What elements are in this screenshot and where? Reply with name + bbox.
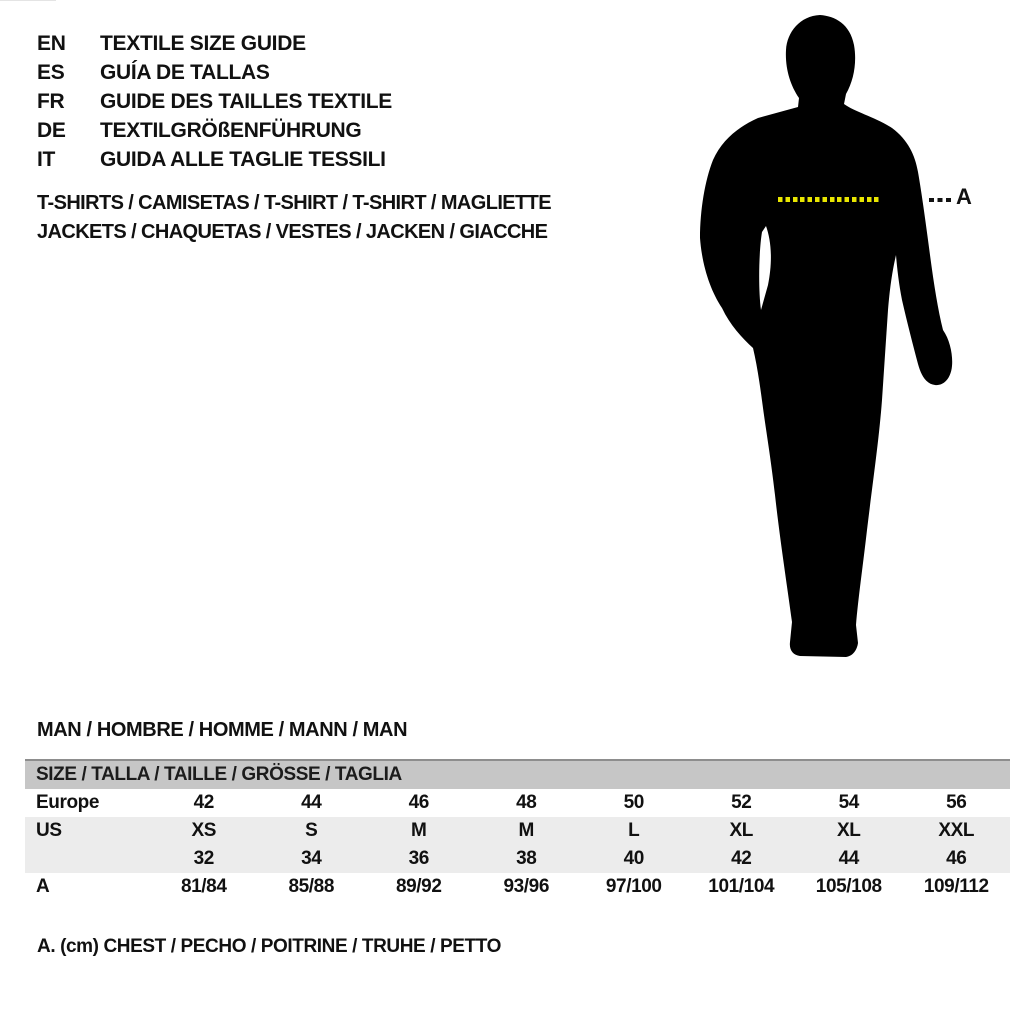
footnote-chest: A. (cm) CHEST / PECHO / POITRINE / TRUHE / PETTO: [37, 936, 501, 957]
chest-measure-dotted-line: [778, 197, 881, 202]
man-silhouette-path: [700, 15, 952, 657]
language-label: GUÍA DE TALLAS: [100, 60, 270, 84]
language-list: [37, 29, 392, 174]
table-cell: 52: [731, 792, 752, 813]
language-row: [37, 58, 392, 87]
table-row: [25, 789, 1010, 817]
language-row: [37, 87, 392, 116]
table-cell: 46: [408, 792, 429, 813]
table-row: [25, 817, 1010, 845]
man-silhouette-svg: [660, 0, 1024, 680]
table-cell: 44: [301, 792, 322, 813]
category-list: [37, 189, 551, 247]
language-label: TEXTILE SIZE GUIDE: [100, 31, 306, 55]
table-row-label: US: [36, 820, 62, 841]
size-table-container: [25, 759, 1010, 901]
category-line-tshirts: T-SHIRTS / CAMISETAS / T-SHIRT / T-SHIRT / MAGLIETTE: [37, 192, 551, 214]
table-cell: 44: [838, 848, 859, 869]
table-cell: 85/88: [288, 876, 335, 897]
table-cell: XL: [729, 820, 753, 841]
table-cell: 40: [623, 848, 644, 869]
table-cell: 81/84: [180, 876, 227, 897]
table-cell: 56: [946, 792, 967, 813]
image-edge-artifact: [0, 0, 56, 1]
measure-dash-connector: [929, 198, 954, 202]
table-cell: M: [518, 820, 534, 841]
table-cell: 50: [623, 792, 644, 813]
language-label: GUIDA ALLE TAGLIE TESSILI: [100, 147, 386, 171]
table-cell: 46: [946, 848, 967, 869]
size-table: [25, 759, 1010, 901]
table-cell: S: [305, 820, 318, 841]
language-code: ES: [37, 60, 65, 84]
language-label: GUIDE DES TAILLES TEXTILE: [100, 89, 392, 113]
language-code: IT: [37, 147, 56, 171]
table-cell: 54: [838, 792, 859, 813]
section-title-man: MAN / HOMBRE / HOMME / MANN / MAN: [37, 719, 408, 741]
table-cell: 93/96: [503, 876, 550, 897]
table-cell: 42: [193, 792, 214, 813]
table-cell: XL: [837, 820, 861, 841]
table-row: [25, 845, 1010, 873]
language-code: FR: [37, 89, 65, 113]
language-label: TEXTILGRÖßENFÜHRUNG: [100, 118, 362, 142]
man-silhouette-figure: [660, 0, 1024, 680]
table-row: [25, 873, 1010, 901]
table-cell: 38: [516, 848, 537, 869]
table-cell: 105/108: [815, 876, 882, 897]
table-cell: XXL: [938, 820, 975, 841]
language-code: EN: [37, 31, 66, 55]
table-row-label: [25, 845, 150, 873]
table-cell: 34: [301, 848, 322, 869]
table-cell: 36: [408, 848, 429, 869]
table-row-label: A: [36, 876, 50, 897]
table-header-label: SIZE / TALLA / TAILLE / GRÖSSE / TAGLIA: [25, 760, 1010, 789]
language-row: [37, 29, 392, 58]
table-cell: 42: [731, 848, 752, 869]
table-cell: XS: [191, 820, 217, 841]
table-cell: 89/92: [395, 876, 442, 897]
table-cell: 32: [193, 848, 214, 869]
table-cell: M: [411, 820, 427, 841]
table-cell: 97/100: [605, 876, 662, 897]
table-cell: 101/104: [708, 876, 775, 897]
table-header-row: [25, 760, 1010, 789]
size-table-body: [25, 789, 1010, 901]
language-row: [37, 116, 392, 145]
table-cell: L: [628, 820, 640, 841]
category-line-jackets: JACKETS / CHAQUETAS / VESTES / JACKEN / GIACCHE: [37, 221, 548, 243]
table-cell: 109/112: [923, 876, 989, 897]
language-code: DE: [37, 118, 66, 142]
measure-label-a: A: [956, 184, 972, 209]
language-row: [37, 145, 392, 174]
table-cell: 48: [516, 792, 537, 813]
table-row-label: Europe: [36, 792, 100, 813]
